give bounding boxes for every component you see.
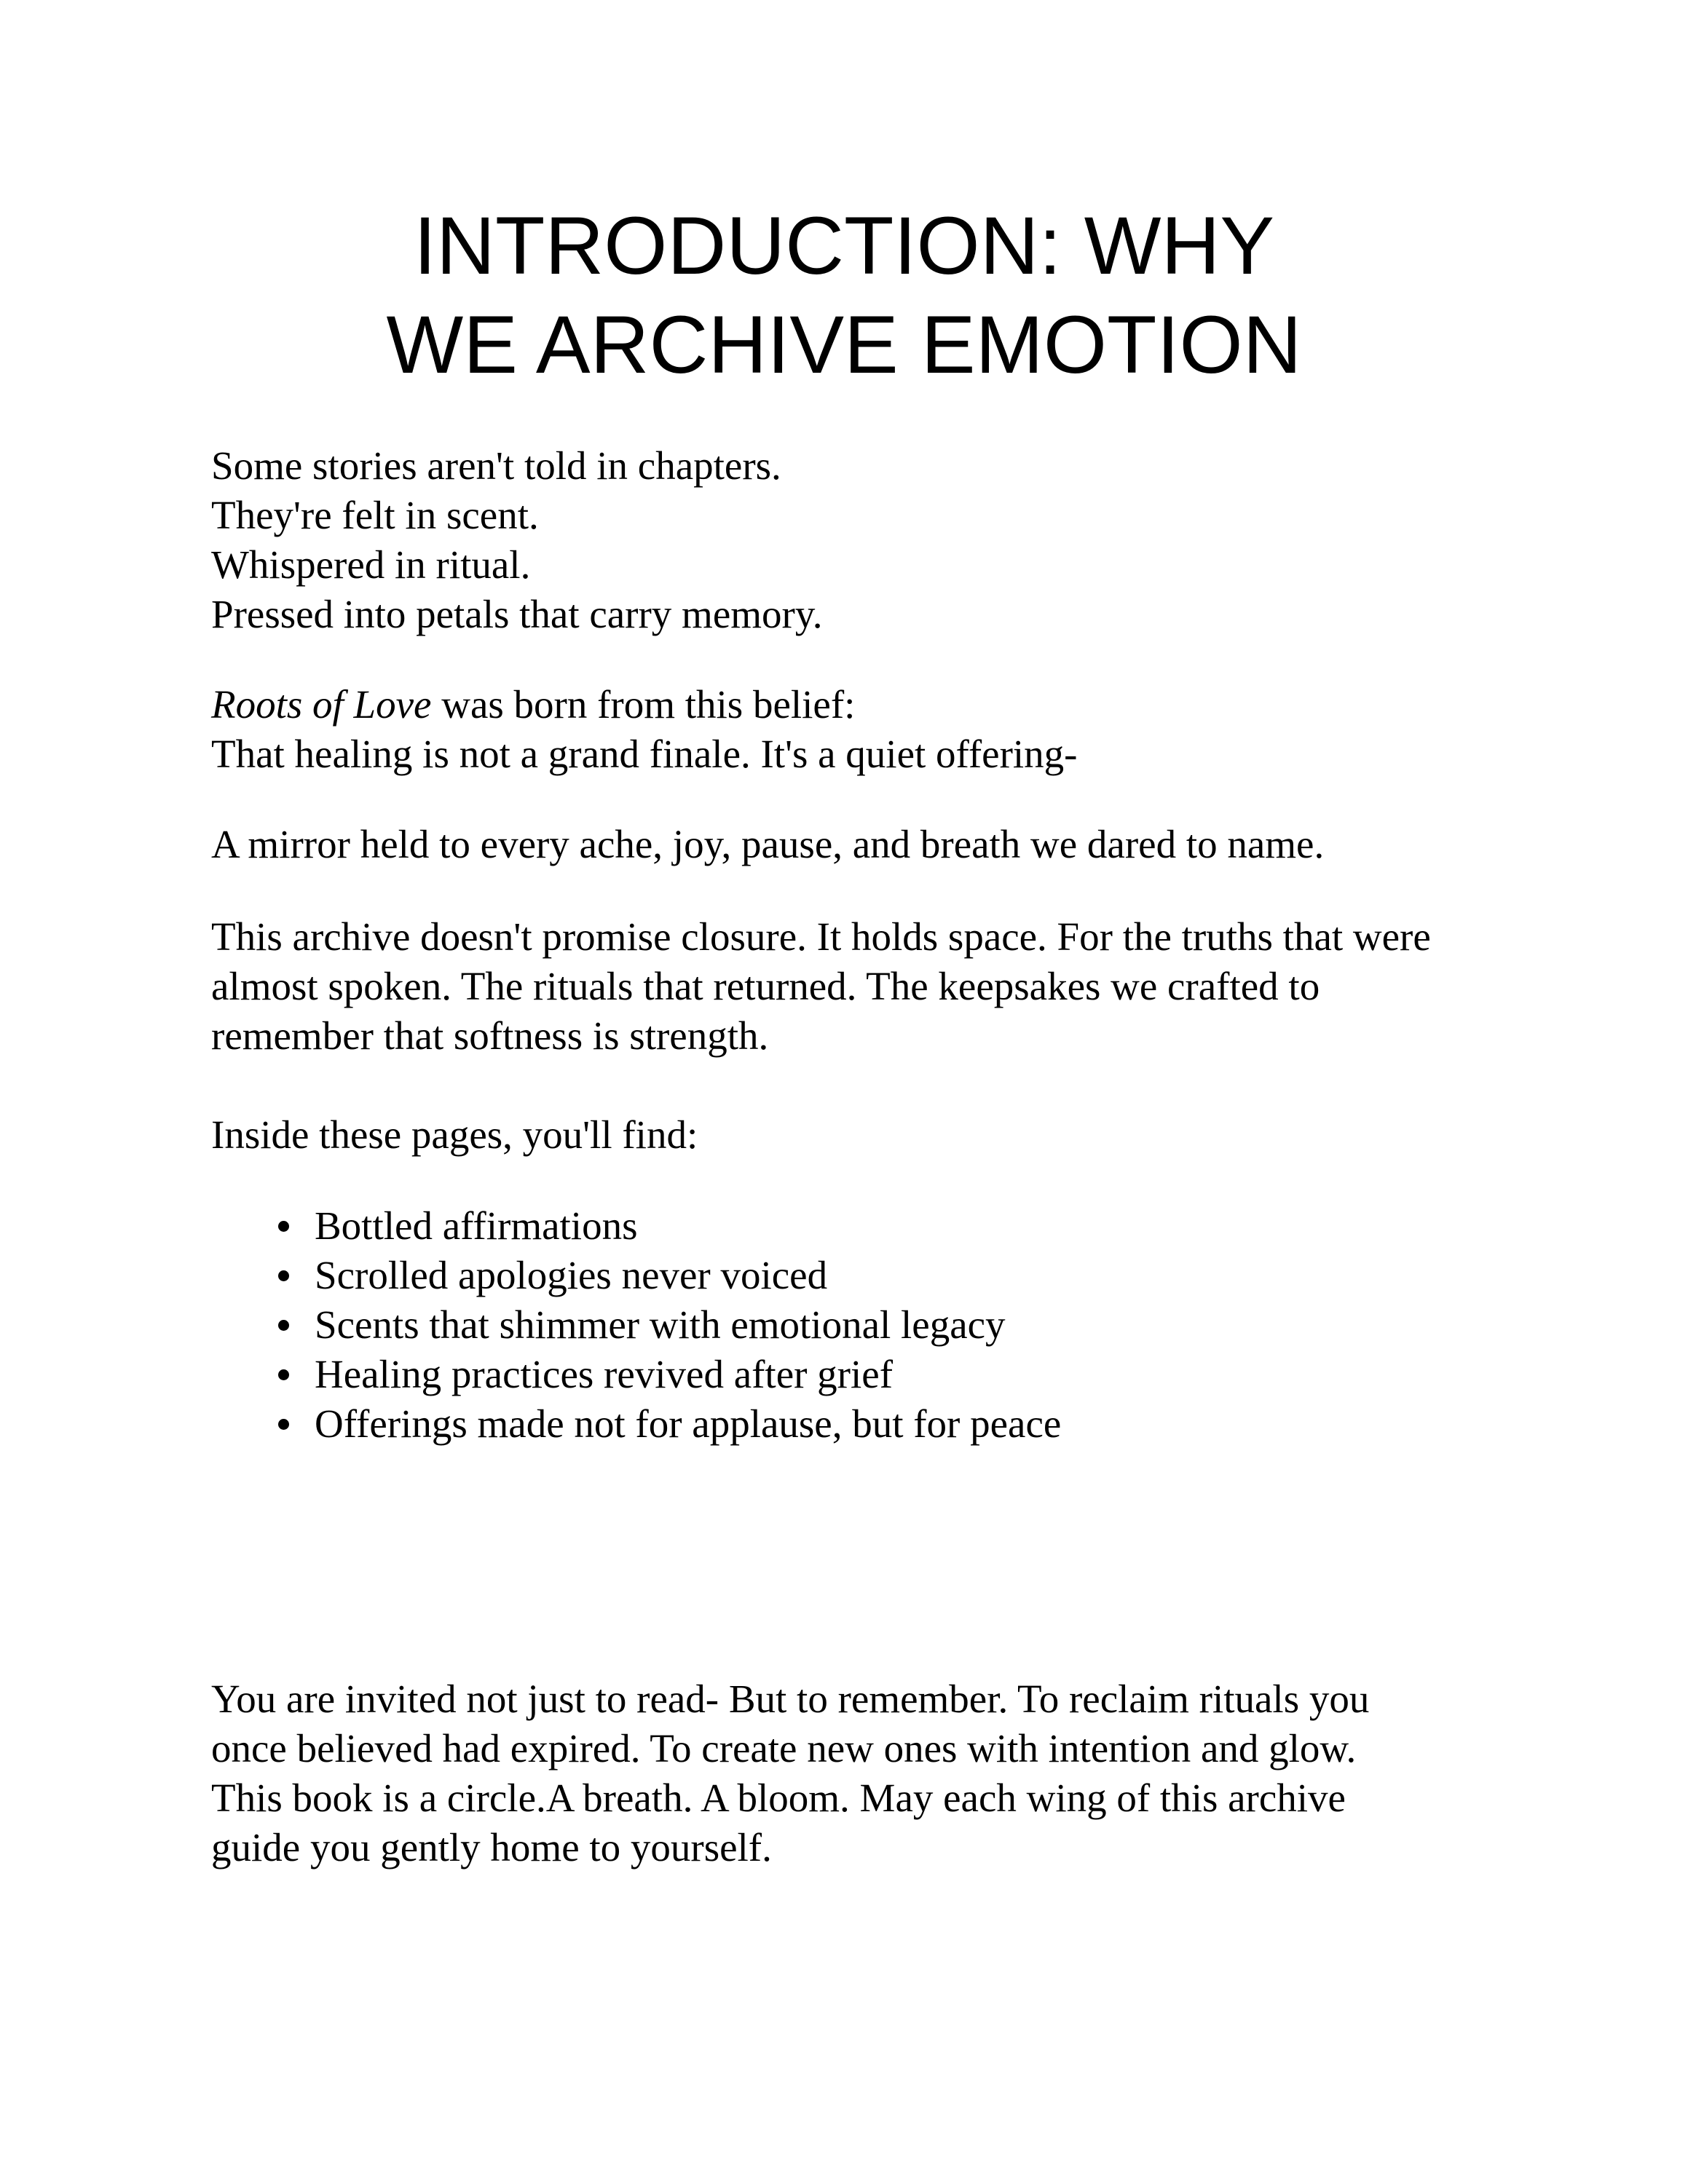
opening-line: Some stories aren't told in chapters. xyxy=(211,443,781,488)
opening-line: They're felt in scent. xyxy=(211,493,539,537)
list-item-text: Scrolled apologies never voiced xyxy=(315,1253,828,1297)
opening-line: Whispered in ritual. xyxy=(211,542,531,587)
belief-line-1 xyxy=(211,680,1493,729)
archive-line: remember that softness is strength. xyxy=(211,1013,769,1058)
list-item-text: Healing practices revived after grief xyxy=(315,1352,894,1396)
list-item-text: Offerings made not for applause, but for peace xyxy=(315,1401,1062,1446)
archive-paragraph xyxy=(211,912,1493,1061)
list-intro-line: Inside these pages, you'll find: xyxy=(211,1112,698,1157)
list-item xyxy=(211,1350,1493,1399)
archive-line: This archive doesn't promise closure. It holds space. For the truths that were xyxy=(211,914,1431,959)
title-line-2: WE ARCHIVE EMOTION xyxy=(386,299,1302,390)
list-item xyxy=(211,1300,1493,1350)
bullet-icon xyxy=(278,1320,289,1331)
bullet-icon xyxy=(278,1369,289,1380)
list-item-text: Bottled affirmations xyxy=(315,1203,638,1248)
list-intro xyxy=(211,1110,1493,1160)
closing-paragraph xyxy=(211,1674,1493,1872)
closing-line: You are invited not just to read- But to remember. To reclaim rituals you xyxy=(211,1677,1370,1721)
list-item xyxy=(211,1399,1493,1449)
opening-line: Pressed into petals that carry memory. xyxy=(211,592,823,636)
closing-line: This book is a circle.A breath. A bloom. May each wing of this archive xyxy=(211,1776,1346,1820)
title-line-1: INTRODUCTION: WHY xyxy=(413,200,1275,291)
book-title: Roots of Love xyxy=(211,682,432,727)
closing-line: once believed had expired. To create new ones with intention and glow. xyxy=(211,1726,1357,1770)
bullet-icon xyxy=(278,1419,289,1430)
mirror-line: A mirror held to every ache, joy, pause, and breath we dared to name. xyxy=(211,822,1325,866)
archive-line: almost spoken. The rituals that returned. The keepsakes we crafted to xyxy=(211,964,1320,1008)
list-item xyxy=(211,1201,1493,1251)
bullet-icon xyxy=(278,1270,289,1281)
belief-paragraph xyxy=(211,680,1493,779)
closing-line: guide you gently home to yourself. xyxy=(211,1825,772,1870)
list-item xyxy=(211,1251,1493,1300)
belief-line-2: That healing is not a grand finale. It's a quiet offering- xyxy=(211,732,1078,776)
opening-lines xyxy=(211,441,1493,639)
list-item-text: Scents that shimmer with emotional legacy xyxy=(315,1302,1006,1347)
belief-rest: was born from this belief: xyxy=(431,682,856,727)
findings-list xyxy=(211,1201,1493,1449)
page-title xyxy=(0,197,1688,395)
mirror-paragraph xyxy=(211,820,1493,869)
bullet-icon xyxy=(278,1221,289,1232)
